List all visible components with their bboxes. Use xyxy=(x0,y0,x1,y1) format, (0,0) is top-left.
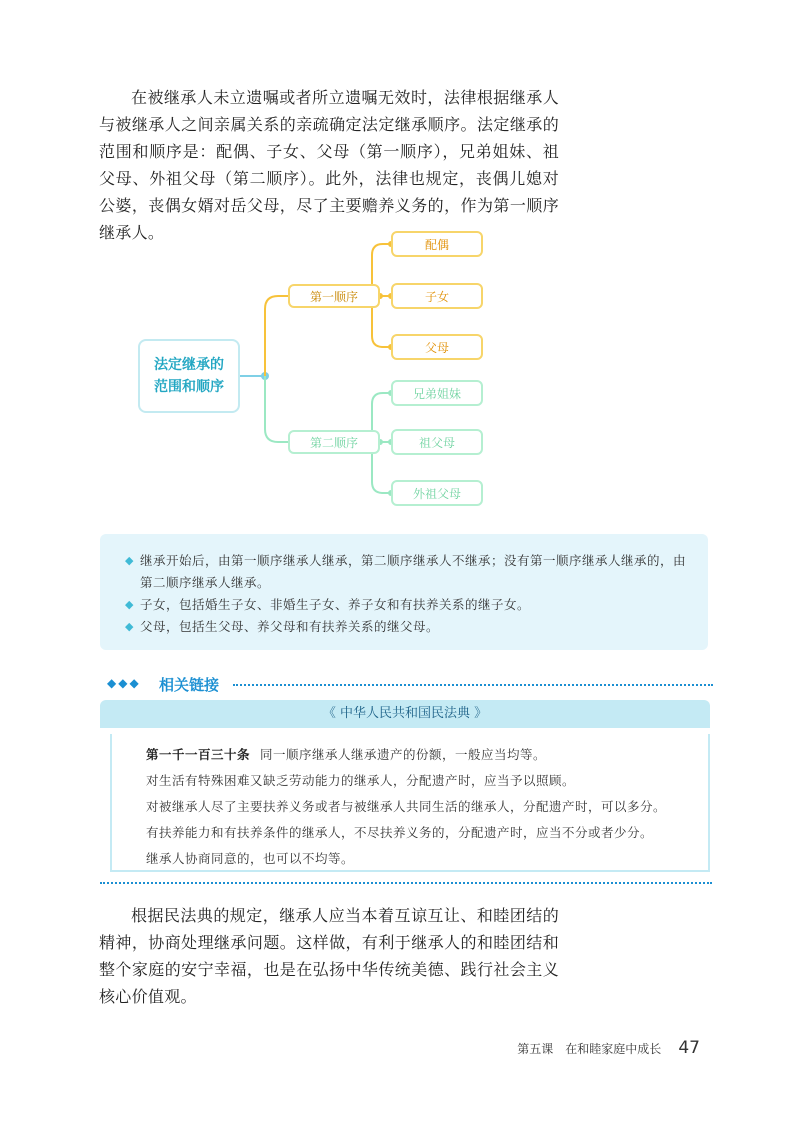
leaf-parents: 父母 xyxy=(391,334,483,360)
root-label-line-1: 法定继承的 xyxy=(154,357,224,373)
diamond-bullet-icon: ◆ xyxy=(125,598,134,611)
mind-map-root xyxy=(138,339,240,413)
law-line: 有扶养能力和有扶养条件的继承人，不尽扶养义务的，分配遗产时，应当不分或者少分。 xyxy=(146,825,654,840)
note-item xyxy=(125,594,688,616)
note-item xyxy=(125,616,688,638)
law-title-bar: 《 中华人民共和国民法典 》 xyxy=(100,700,710,728)
leaf-siblings: 兄弟姐妹 xyxy=(391,380,483,406)
law-line-text: 同一顺序继承人继承遗产的份额，一般应当均等。 xyxy=(260,747,547,762)
leaf-spouse: 配偶 xyxy=(391,231,483,257)
note-text: 子女，包括婚生子女、非婚生子女、养子女和有扶养关系的继子女。 xyxy=(140,597,531,612)
first-order-node: 第一顺序 xyxy=(288,284,380,308)
diamond-bullet-icon: ◆ xyxy=(125,620,134,633)
law-line: 继承人协商同意的，也可以不均等。 xyxy=(146,851,355,866)
law-line: 对生活有特殊困难又缺乏劳动能力的继承人，分配遗产时，应当予以照顾。 xyxy=(146,773,576,788)
related-link-header xyxy=(107,672,713,698)
leaf-children: 子女 xyxy=(391,283,483,309)
note-text: 父母，包括生父母、养父母和有扶养关系的继父母。 xyxy=(140,619,440,634)
intro-paragraph: 在被继承人未立遗嘱或者所立遗嘱无效时，法律根据继承人与被继承人之间亲属关系的亲疏确定法定继承顺序。法定继承的范围和顺序是：配偶、子女、父母（第一顺序），兄弟姐妹、祖父母、外祖父母（第二顺序）。此外，法律也规定，丧偶儿媳对公婆，丧偶女婿对岳父母，尽了主要赡养义务的，作为第一顺序继承人。 xyxy=(99,88,559,242)
law-line: 对被继承人尽了主要扶养义务或者与被继承人共同生活的继承人，分配遗产时，可以多分。 xyxy=(146,799,667,814)
chapter-title: 第五课 在和睦家庭中成长 xyxy=(517,1042,662,1056)
conclusion-paragraph: 根据民法典的规定，继承人应当本着互谅互让、和睦团结的精神，协商处理继承问题。这样做，有利于继承人的和睦团结和整个家庭的安宁幸福，也是在弘扬中华传统美德、践行社会主义核心价值观。 xyxy=(99,906,559,1006)
page-number: 47 xyxy=(678,1038,700,1058)
article-number: 第一千一百三十条 xyxy=(146,747,251,762)
law-article-box xyxy=(110,734,710,872)
dotted-divider xyxy=(100,882,712,884)
related-link-title: 相关链接 xyxy=(159,676,220,694)
first-order-connector xyxy=(265,296,288,376)
root-label-line-2: 范围和顺序 xyxy=(154,379,224,395)
notes-box xyxy=(100,534,708,650)
second-order-connector xyxy=(265,376,288,442)
leaf-grandparents: 祖父母 xyxy=(391,429,483,455)
law-line xyxy=(146,742,708,768)
note-item xyxy=(125,550,688,594)
page-footer xyxy=(517,1038,700,1058)
leaf-maternal-grandparents: 外祖父母 xyxy=(391,480,483,506)
note-text: 继承开始后，由第一顺序继承人继承，第二顺序继承人不继承；没有第一顺序继承人继承的，由第二顺序继承人继承。 xyxy=(140,553,687,590)
diamond-bullet-icon: ◆ xyxy=(125,554,134,567)
diamond-marker-icon: ◆◆◆ xyxy=(107,676,141,690)
inheritance-mind-map xyxy=(0,225,800,525)
second-order-node: 第二顺序 xyxy=(288,430,380,454)
dotted-divider xyxy=(233,684,713,686)
